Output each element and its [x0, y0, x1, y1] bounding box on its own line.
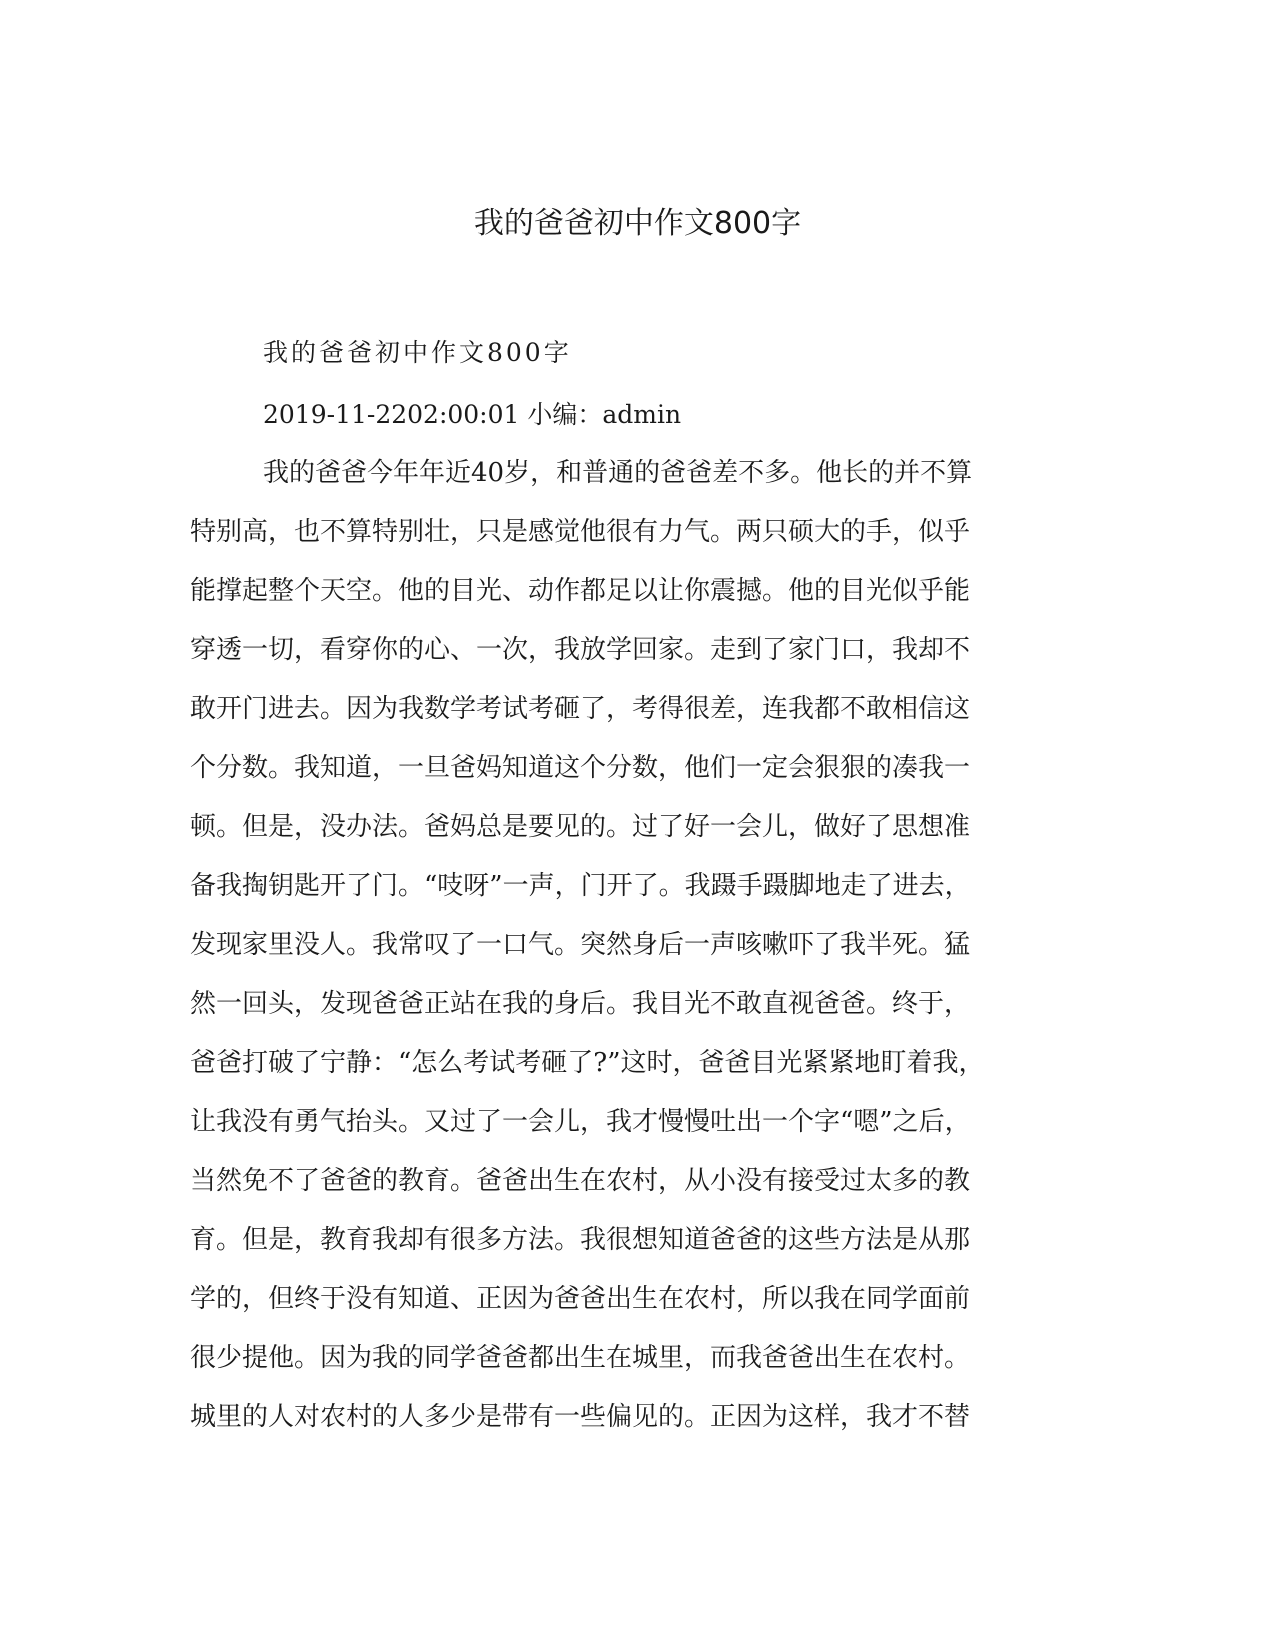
body-line: 备我掏钥匙开了门。“吱呀”一声，门开了。我蹑手蹑脚地走了进去， [190, 871, 971, 901]
body-line: 个分数。我知道，一旦爸妈知道这个分数，他们一定会狠狠的凑我一 [190, 753, 971, 783]
body-line: 穿透一切，看穿你的心、一次，我放学回家。走到了家门口，我却不 [190, 635, 971, 665]
body-line: 顿。但是，没办法。爸妈总是要见的。过了好一会儿，做好了思想准 [190, 812, 971, 842]
body-line: 让我没有勇气抬头。又过了一会儿，我才慢慢吐出一个字“嗯”之后， [190, 1107, 971, 1137]
body-line: 我的爸爸今年年近40岁，和普通的爸爸差不多。他长的并不算 [263, 458, 973, 488]
body-line: 发现家里没人。我常叹了一口气。突然身后一声咳嗽吓了我半死。猛 [190, 930, 971, 960]
body-line: 爸爸打破了宁静：“怎么考试考砸了?”这时，爸爸目光紧紧地盯着我， [190, 1048, 985, 1078]
body-line: 很少提他。因为我的同学爸爸都出生在城里，而我爸爸出生在农村。 [190, 1343, 971, 1373]
body-line: 学的，但终于没有知道、正因为爸爸出生在农村，所以我在同学面前 [190, 1284, 971, 1314]
body-line: 敢开门进去。因为我数学考试考砸了，考得很差，连我都不敢相信这 [190, 694, 971, 724]
article-dateline: 2019-11-2202:00:01 小编：admin [263, 400, 682, 429]
body-line: 当然免不了爸爸的教育。爸爸出生在农村，从小没有接受过太多的教 [190, 1166, 971, 1196]
body-line: 城里的人对农村的人多少是带有一些偏见的。正因为这样，我才不替 [190, 1402, 971, 1432]
body-line: 然一回头，发现爸爸正站在我的身后。我目光不敢直视爸爸。终于， [190, 989, 971, 1019]
document-title: 我的爸爸初中作文800字 [473, 206, 802, 241]
body-line: 特别高，也不算特别壮，只是感觉他很有力气。两只硕大的手，似乎 [190, 517, 971, 547]
article-subtitle: 我的爸爸初中作文800字 [263, 338, 572, 367]
body-line: 育。但是，教育我却有很多方法。我很想知道爸爸的这些方法是从那 [190, 1225, 971, 1255]
body-line: 能撑起整个天空。他的目光、动作都足以让你震撼。他的目光似乎能 [190, 576, 971, 606]
